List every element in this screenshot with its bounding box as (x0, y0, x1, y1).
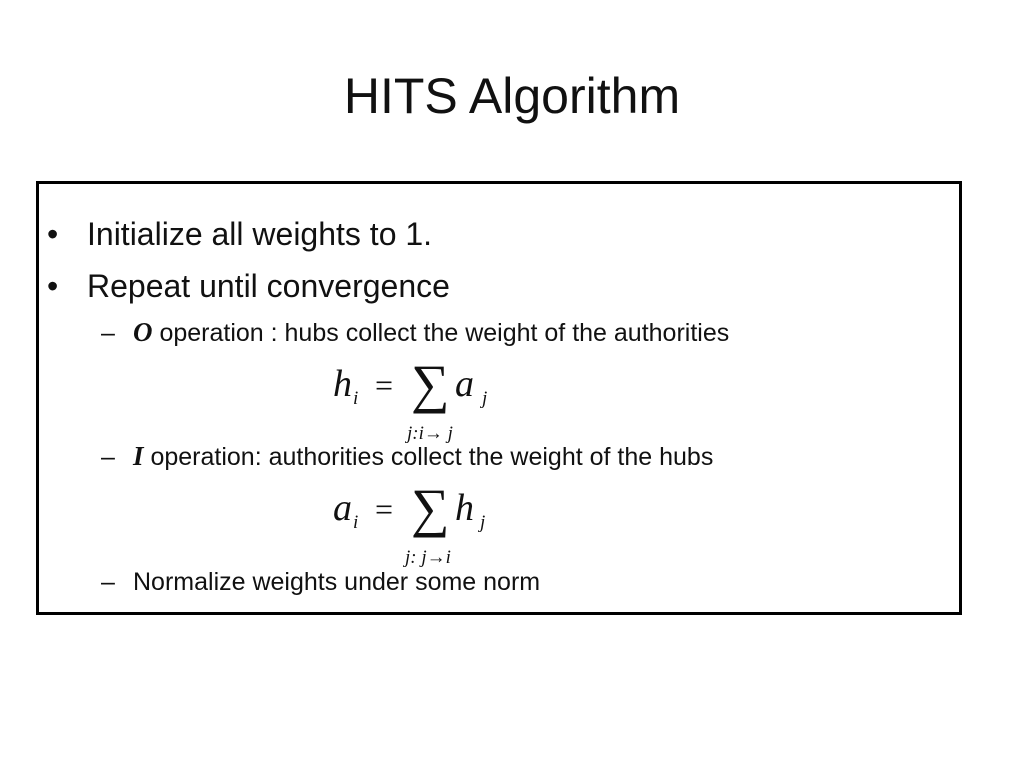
authority-update-formula (329, 480, 549, 568)
content-box (36, 181, 962, 615)
formula-rhs-subscript: j (480, 512, 486, 533)
formula-sum-symbol: ∑ (411, 356, 450, 414)
bullet-text: Repeat until convergence (87, 268, 450, 304)
sub-item-normalize (101, 566, 540, 598)
sub-text: operation : hubs collect the weight of the authorities (152, 319, 730, 347)
bullet-marker: • (47, 216, 59, 252)
formula-summation-range: j:i→ j (407, 423, 453, 444)
formula-rhs-variable: h (455, 487, 474, 529)
bullet-text: Initialize all weights to 1. (87, 216, 433, 252)
formula-equals: = (375, 491, 394, 527)
formula-lhs-subscript: i (353, 388, 359, 409)
sub-marker: – (101, 443, 115, 471)
operation-letter: I (133, 441, 144, 471)
formula-lhs-variable: a (333, 487, 352, 529)
sub-text: operation: authorities collect the weight of the hubs (143, 443, 714, 471)
formula-summation-range: j: j→i (405, 547, 451, 568)
slide-title: HITS Algorithm (343, 68, 681, 124)
sub-item-i-operation (101, 440, 713, 473)
operation-letter: O (133, 317, 153, 347)
sub-text: Normalize weights under some norm (133, 568, 541, 596)
formula-rhs-variable: a (455, 363, 474, 405)
sub-marker: – (101, 319, 115, 347)
formula-rhs-subscript: j (482, 388, 488, 409)
sub-item-o-operation (101, 316, 729, 349)
formula-equals: = (375, 367, 394, 403)
formula-lhs-variable: h (333, 363, 352, 405)
bullet-item-repeat (47, 266, 450, 306)
hub-update-formula (329, 356, 549, 444)
sub-marker: – (101, 568, 115, 596)
bullet-item-initialize (47, 214, 432, 254)
formula-sum-symbol: ∑ (411, 480, 450, 538)
formula-lhs-subscript: i (353, 512, 359, 533)
bullet-marker: • (47, 268, 59, 304)
